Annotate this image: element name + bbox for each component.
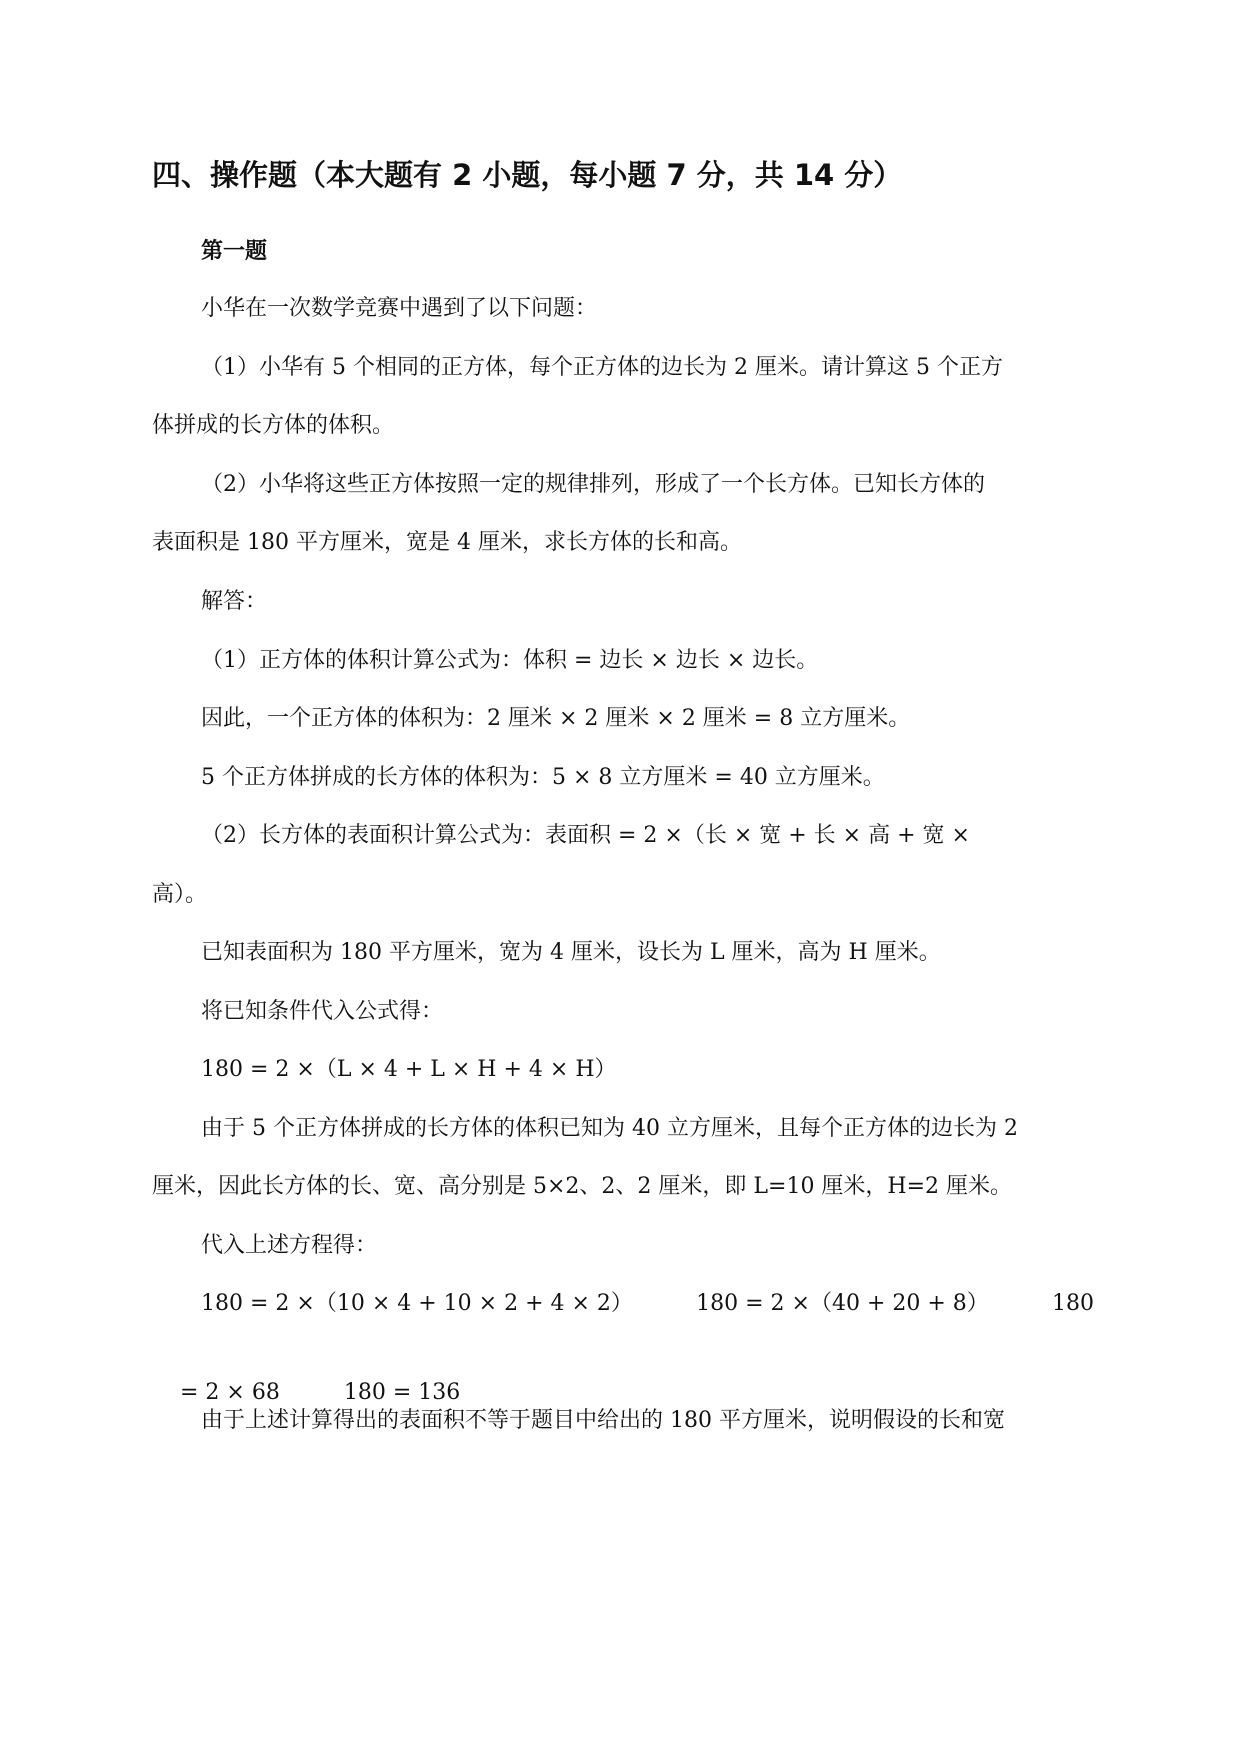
section-heading: 四、操作题（本大题有 2 小题，每小题 7 分，共 14 分） (152, 158, 903, 192)
answer-part2-known: 已知表面积为 180 平方厘米，宽为 4 厘米，设长为 L 厘米，高为 H 厘米。 (201, 940, 941, 965)
calc-step2: 180 = 2 ×（40 + 20 + 8） (696, 1291, 989, 1316)
question-title: 第一题 (201, 239, 268, 264)
question-part1-line2: 体拼成的长方体的体积。 (152, 413, 395, 438)
conclusion-line1: 由于上述计算得出的表面积不等于题目中给出的 180 平方厘米，说明假设的长和宽 (201, 1408, 1005, 1433)
answer-part1-single-volume: 因此，一个正方体的体积为：2 厘米 × 2 厘米 × 2 厘米 = 8 立方厘米。 (201, 706, 911, 731)
answer-part2-reason-line2: 厘米，因此长方体的长、宽、高分别是 5×2、2、2 厘米，即 L=10 厘米，H=2 厘米。 (152, 1174, 1013, 1199)
question-part1-line1: （1）小华有 5 个相同的正方体，每个正方体的边长为 2 厘米。请计算这 5 个正方 (201, 355, 1003, 380)
calculation-line1 (201, 1289, 1094, 1319)
question-part2-line1: （2）小华将这些正方体按照一定的规律排列，形成了一个长方体。已知长方体的 (201, 472, 985, 497)
answer-part1-formula: （1）正方体的体积计算公式为：体积 = 边长 × 边长 × 边长。 (201, 648, 819, 673)
calc-step4: 180 = 136 (343, 1380, 461, 1405)
answer-part1-total-volume: 5 个正方体拼成的长方体的体积为：5 × 8 立方厘米 = 40 立方厘米。 (201, 765, 885, 790)
calc-step3-start: 180 (1052, 1291, 1094, 1316)
answer-part2-equation: 180 = 2 ×（L × 4 + L × H + 4 × H） (201, 1057, 617, 1082)
answer-part2-into-equation: 代入上述方程得： (201, 1233, 378, 1258)
question-intro: 小华在一次数学竞赛中遇到了以下问题： (201, 296, 598, 321)
answer-part2-formula-line2: 高）。 (152, 882, 208, 907)
answer-label: 解答： (201, 589, 268, 614)
answer-part2-reason-line1: 由于 5 个正方体拼成的长方体的体积已知为 40 立方厘米，且每个正方体的边长为 2 (201, 1116, 1018, 1141)
calc-step3-end: = 2 × 68 (179, 1380, 280, 1405)
question-part2-line2: 表面积是 180 平方厘米，宽是 4 厘米，求长方体的长和高。 (152, 530, 742, 555)
answer-part2-substitute: 将已知条件代入公式得： (201, 999, 444, 1024)
calc-step1: 180 = 2 ×（10 × 4 + 10 × 2 + 4 × 2） (201, 1291, 633, 1316)
answer-part2-formula-line1: （2）长方体的表面积计算公式为：表面积 = 2 ×（长 × 宽 + 长 × 高 + 宽 × (201, 823, 970, 848)
